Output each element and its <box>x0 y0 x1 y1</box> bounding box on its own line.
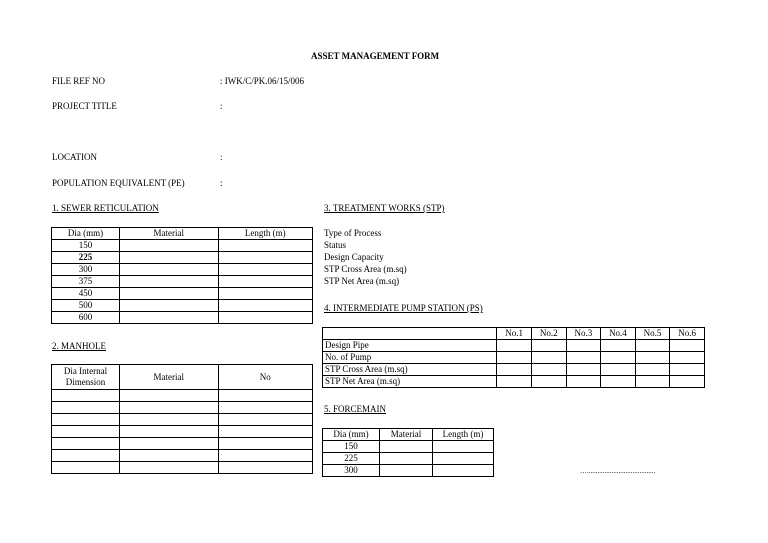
manhole-cell[interactable] <box>218 450 312 462</box>
table-row <box>323 376 705 388</box>
table-row <box>323 352 705 364</box>
sewer-material-cell[interactable] <box>120 288 219 300</box>
table-row <box>52 438 313 450</box>
sewer-material-cell[interactable] <box>120 312 219 324</box>
table-row <box>52 402 313 414</box>
pump-cell[interactable] <box>670 364 705 376</box>
sewer-col-dia: Dia (mm) <box>52 228 120 240</box>
forcemain-col-material: Material <box>380 429 433 441</box>
population-value: : <box>220 178 223 188</box>
pump-cell[interactable] <box>566 376 601 388</box>
forcemain-col-length: Length (m) <box>433 429 494 441</box>
sewer-dia-cell: 375 <box>52 276 120 288</box>
sewer-dia-cell: 450 <box>52 288 120 300</box>
sewer-material-cell[interactable] <box>120 252 219 264</box>
pump-cell[interactable] <box>635 376 670 388</box>
pump-row-label: STP Net Area (m.sq) <box>323 376 497 388</box>
manhole-col-dia <box>52 365 120 390</box>
table-row <box>323 453 494 465</box>
project-title-label: PROJECT TITLE <box>52 101 117 111</box>
pump-header-row <box>323 328 705 340</box>
manhole-table <box>51 364 313 474</box>
table-row <box>52 300 313 312</box>
pump-cell[interactable] <box>670 352 705 364</box>
sewer-length-cell[interactable] <box>218 276 312 288</box>
file-ref-label: FILE REF NO <box>52 76 106 86</box>
table-row <box>52 312 313 324</box>
pump-col: No.5 <box>635 328 670 340</box>
manhole-cell[interactable] <box>52 390 120 402</box>
manhole-col-dia-line2: Dimension <box>65 377 106 387</box>
forcemain-dia-cell: 150 <box>323 441 380 453</box>
treatment-heading: 3. TREATMENT WORKS (STP) <box>324 203 445 213</box>
pump-cell[interactable] <box>635 340 670 352</box>
treatment-item-cross-area: STP Cross Area (m.sq) <box>324 264 407 274</box>
table-row <box>323 364 705 376</box>
pump-col: No.6 <box>670 328 705 340</box>
treatment-item-type: Type of Process <box>324 228 382 238</box>
table-row <box>52 390 313 402</box>
pump-cell[interactable] <box>566 352 601 364</box>
forcemain-material-cell[interactable] <box>380 441 433 453</box>
sewer-length-cell[interactable] <box>218 252 312 264</box>
pump-table <box>322 327 705 388</box>
manhole-cell[interactable] <box>120 414 219 426</box>
sewer-col-material: Material <box>120 228 219 240</box>
forcemain-length-cell[interactable] <box>433 453 494 465</box>
file-ref-value: : IWK/C/PK.06/15/006 <box>220 76 305 86</box>
manhole-cell[interactable] <box>120 438 219 450</box>
pump-cell[interactable] <box>566 364 601 376</box>
location-label: LOCATION <box>52 152 97 162</box>
pump-cell[interactable] <box>497 364 532 376</box>
pump-row-label: STP Cross Area (m.sq) <box>323 364 497 376</box>
sewer-material-cell[interactable] <box>120 240 219 252</box>
pump-cell[interactable] <box>531 364 566 376</box>
manhole-cell[interactable] <box>120 390 219 402</box>
sewer-dia-cell: 600 <box>52 312 120 324</box>
manhole-cell[interactable] <box>120 462 219 474</box>
forcemain-col-dia: Dia (mm) <box>323 429 380 441</box>
table-row <box>323 340 705 352</box>
forcemain-heading: 5. FORCEMAIN <box>324 404 387 414</box>
pump-cell[interactable] <box>601 364 636 376</box>
pump-corner-cell <box>323 328 497 340</box>
manhole-cell[interactable] <box>52 402 120 414</box>
pump-cell[interactable] <box>497 340 532 352</box>
pump-cell[interactable] <box>531 376 566 388</box>
pump-cell[interactable] <box>635 364 670 376</box>
sewer-length-cell[interactable] <box>218 300 312 312</box>
forcemain-length-cell[interactable] <box>433 441 494 453</box>
manhole-col-no: No <box>218 365 312 390</box>
table-row <box>52 252 313 264</box>
manhole-col-material: Material <box>120 365 219 390</box>
manhole-cell[interactable] <box>218 402 312 414</box>
forcemain-table <box>322 428 494 477</box>
pump-cell[interactable] <box>670 340 705 352</box>
table-row <box>323 465 494 477</box>
manhole-cell[interactable] <box>218 438 312 450</box>
pump-heading: 4. INTERMEDIATE PUMP STATION (PS) <box>324 303 483 313</box>
table-row <box>52 288 313 300</box>
location-value: : <box>220 152 223 162</box>
sewer-col-length: Length (m) <box>218 228 312 240</box>
project-title-value: : <box>220 101 223 111</box>
pump-row-label: Design Pipe <box>323 340 497 352</box>
pump-cell[interactable] <box>497 352 532 364</box>
pump-cell[interactable] <box>601 340 636 352</box>
table-row <box>52 462 313 474</box>
forcemain-length-cell[interactable] <box>433 465 494 477</box>
sewer-length-cell[interactable] <box>218 264 312 276</box>
sewer-length-cell[interactable] <box>218 288 312 300</box>
manhole-cell[interactable] <box>52 462 120 474</box>
manhole-cell[interactable] <box>218 414 312 426</box>
manhole-cell[interactable] <box>52 438 120 450</box>
table-row <box>52 426 313 438</box>
pump-row-label: No. of Pump <box>323 352 497 364</box>
sewer-material-cell[interactable] <box>120 264 219 276</box>
manhole-cell[interactable] <box>52 414 120 426</box>
forcemain-material-cell[interactable] <box>380 453 433 465</box>
pump-cell[interactable] <box>601 376 636 388</box>
sewer-length-cell[interactable] <box>218 312 312 324</box>
manhole-cell[interactable] <box>52 450 120 462</box>
manhole-cell[interactable] <box>120 450 219 462</box>
sewer-length-cell[interactable] <box>218 240 312 252</box>
table-row <box>52 240 313 252</box>
pump-cell[interactable] <box>635 352 670 364</box>
manhole-cell[interactable] <box>218 426 312 438</box>
manhole-header-row <box>52 365 313 390</box>
manhole-heading: 2. MANHOLE <box>52 341 106 351</box>
manhole-cell[interactable] <box>218 390 312 402</box>
form-title: ASSET MANAGEMENT FORM <box>311 51 440 61</box>
sewer-dia-cell: 150 <box>52 240 120 252</box>
treatment-item-net-area: STP Net Area (m.sq) <box>324 276 400 286</box>
table-row <box>52 450 313 462</box>
sewer-dia-cell: 300 <box>52 264 120 276</box>
table-row <box>52 414 313 426</box>
manhole-cell[interactable] <box>120 426 219 438</box>
pump-cell[interactable] <box>601 352 636 364</box>
sewer-dia-cell: 500 <box>52 300 120 312</box>
pump-cell[interactable] <box>531 352 566 364</box>
table-row <box>52 276 313 288</box>
manhole-cell[interactable] <box>52 426 120 438</box>
pump-cell[interactable] <box>566 340 601 352</box>
sewer-material-cell[interactable] <box>120 276 219 288</box>
sewer-heading: 1. SEWER RETICULATION <box>52 203 159 213</box>
pump-cell[interactable] <box>670 376 705 388</box>
treatment-item-status: Status <box>324 240 347 250</box>
pump-cell[interactable] <box>497 376 532 388</box>
pump-col: No.1 <box>497 328 532 340</box>
sewer-header-row <box>52 228 313 240</box>
pump-cell[interactable] <box>531 340 566 352</box>
forcemain-dia-cell: 300 <box>323 465 380 477</box>
table-row <box>52 264 313 276</box>
forcemain-dia-cell: 225 <box>323 453 380 465</box>
population-label: POPULATION EQUIVALENT (PE) <box>52 178 185 188</box>
pump-col: No.3 <box>566 328 601 340</box>
signature-line: …....................................... <box>580 467 656 475</box>
manhole-cell[interactable] <box>120 402 219 414</box>
table-row <box>323 441 494 453</box>
sewer-table <box>51 227 313 324</box>
forcemain-material-cell[interactable] <box>380 465 433 477</box>
forcemain-header-row <box>323 429 494 441</box>
manhole-col-dia-line1: Dia Internal <box>63 366 108 376</box>
treatment-item-capacity: Design Capacity <box>324 252 384 262</box>
pump-col: No.4 <box>601 328 636 340</box>
pump-col: No.2 <box>531 328 566 340</box>
sewer-dia-cell: 225 <box>52 252 120 264</box>
sewer-material-cell[interactable] <box>120 300 219 312</box>
manhole-cell[interactable] <box>218 462 312 474</box>
